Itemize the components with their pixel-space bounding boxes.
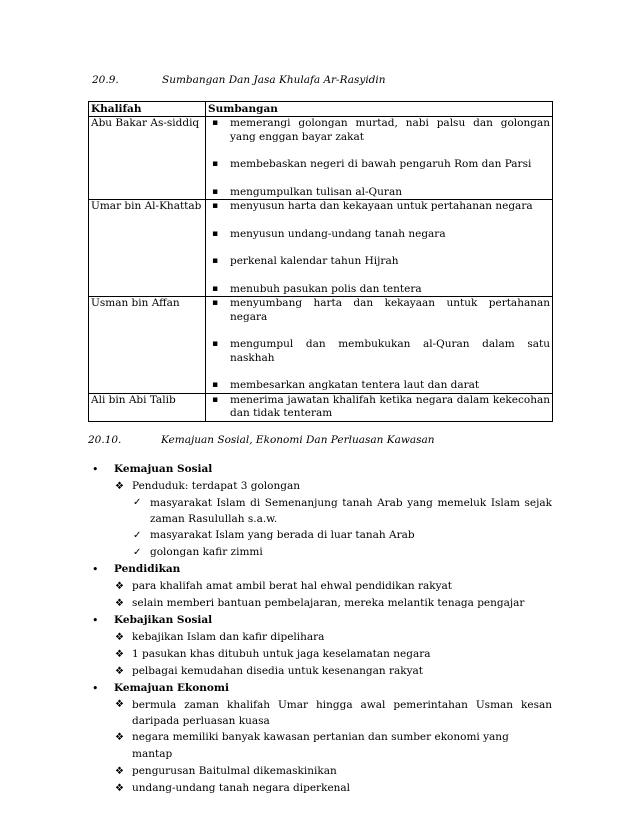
square-bullet-icon: ▪ [212, 159, 219, 169]
bullet-icon: • [92, 614, 99, 627]
list-item [208, 255, 550, 269]
section-heading-20-9 [92, 74, 386, 86]
contribution-list [208, 117, 550, 199]
square-bullet-icon: ▪ [212, 256, 219, 266]
check-list [132, 495, 552, 561]
sub-list [114, 578, 552, 612]
contribution-list [208, 200, 550, 296]
square-bullet-icon: ▪ [212, 118, 219, 128]
list-item [208, 200, 550, 214]
contribution-text: menyusun undang-undang tanah negara [230, 227, 446, 240]
category-label: Pendidikan [114, 563, 181, 575]
contribution-list [208, 394, 550, 421]
diamond-bullet-icon: ❖ [115, 598, 124, 609]
list-item-kebajikan-sosial [92, 612, 552, 680]
contribution-text: menyumbang harta dan kekayaan untuk pertahanan negara [230, 297, 550, 323]
square-bullet-icon: ▪ [212, 186, 219, 197]
contribution-list [208, 297, 550, 393]
item-text: bermula zaman khalifah Umar hingga awal pemerintahan Usman kesan daripada perluasan kuasa [132, 699, 552, 727]
bullet-icon: • [92, 563, 99, 576]
contribution-text: perkenal kalendar tahun Hijrah [230, 255, 399, 267]
diamond-bullet-icon: ❖ [115, 766, 124, 777]
table-row [89, 200, 553, 297]
section-number: 20.9. [92, 74, 119, 86]
list-item [208, 338, 550, 365]
contribution-text: mengumpulkan tulisan al-Quran [230, 185, 402, 198]
list-item [208, 158, 550, 172]
list-item [132, 495, 552, 527]
list-item [114, 578, 552, 595]
list-item [208, 117, 550, 144]
list-item [114, 729, 552, 763]
square-bullet-icon: ▪ [212, 228, 219, 239]
contribution-cell [206, 297, 553, 394]
diamond-bullet-icon: ❖ [115, 732, 124, 743]
item-text: golongan kafir zimmi [150, 546, 263, 558]
square-bullet-icon: ▪ [212, 394, 219, 405]
sub-list [114, 478, 552, 561]
list-item [114, 763, 552, 780]
list-item-kemajuan-sosial [92, 461, 552, 561]
square-bullet-icon: ▪ [212, 339, 219, 349]
item-text: pelbagai kemudahan disedia untuk kesenangan rakyat [132, 665, 424, 677]
contribution-text: menerima jawatan khalifah ketika negara dalam kekecohan dan tidak tenteram [230, 393, 550, 419]
item-text: undang-undang tanah negara diperkenal [132, 782, 351, 794]
bullet-icon: • [92, 463, 99, 476]
checkmark-icon: ✓ [133, 497, 142, 508]
sub-list [114, 629, 552, 680]
sub-list [114, 697, 552, 797]
table-row [89, 117, 553, 200]
category-label: Kemajuan Sosial [114, 463, 213, 475]
diamond-bullet-icon: ❖ [115, 649, 124, 660]
contribution-text: mengumpul dan membukukan al-Quran dalam satu naskhah [230, 338, 550, 364]
square-bullet-icon: ▪ [212, 283, 219, 294]
list-item [208, 186, 550, 200]
list-item [114, 478, 552, 561]
item-text: masyarakat Islam yang berada di luar tanah Arab [150, 529, 415, 541]
item-text: Penduduk: terdapat 3 golongan [132, 480, 300, 492]
list-item [114, 780, 552, 797]
checkmark-icon: ✓ [133, 530, 142, 541]
diamond-bullet-icon: ❖ [115, 699, 124, 710]
list-item-pendidikan [92, 561, 552, 612]
item-text: 1 pasukan khas ditubuh untuk jaga keselamatan negara [132, 648, 431, 660]
list-item [114, 697, 552, 729]
list-item [208, 394, 550, 421]
square-bullet-icon: ▪ [212, 380, 219, 390]
progress-list [92, 461, 552, 797]
bullet-icon: • [92, 682, 99, 695]
list-item-kemajuan-ekonomi [92, 680, 552, 797]
khalifah-name: Ali bin Abi Talib [89, 393, 206, 421]
khalifah-name: Abu Bakar As-siddiq [89, 117, 206, 200]
diamond-bullet-icon: ❖ [115, 666, 124, 677]
item-text: kebajikan Islam dan kafir dipelihara [132, 631, 325, 643]
item-text: pengurusan Baitulmal dikemaskinikan [132, 765, 337, 777]
list-item [132, 527, 552, 544]
khalifah-name: Umar bin Al-Khattab [89, 200, 206, 297]
diamond-bullet-icon: ❖ [115, 481, 124, 492]
list-item [114, 646, 552, 663]
contribution-text: membesarkan angkatan tentera laut dan darat [230, 379, 480, 391]
list-item [208, 297, 550, 324]
list-item [132, 544, 552, 561]
item-text: masyarakat Islam di Semenanjung tanah Arab yang memeluk Islam sejak zaman Rasulullah s.a.w. [150, 497, 552, 525]
list-item [208, 228, 550, 242]
section-title: Sumbangan Dan Jasa Khulafa Ar-Rasyidin [162, 74, 386, 86]
section-heading-20-10 [88, 434, 435, 446]
list-item [208, 379, 550, 393]
header-sumbangan: Sumbangan [206, 102, 553, 117]
header-khalifah: Khalifah [89, 102, 206, 117]
section-number: 20.10. [88, 434, 122, 446]
square-bullet-icon: ▪ [212, 201, 219, 211]
contribution-text: membebaskan negeri di bawah pengaruh Rom dan Parsi [230, 158, 532, 170]
category-label: Kebajikan Sosial [114, 614, 213, 626]
contribution-text: memerangi golongan murtad, nabi palsu dan golongan yang enggan bayar zakat [230, 117, 550, 143]
category-label: Kemajuan Ekonomi [114, 682, 230, 694]
contribution-cell [206, 393, 553, 421]
contribution-cell [206, 117, 553, 200]
list-item [114, 595, 552, 612]
contribution-text: menyusun harta dan kekayaan untuk pertahanan negara [230, 200, 533, 212]
item-text: selain memberi bantuan pembelajaran, mereka melantik tenaga pengajar [132, 597, 525, 609]
checkmark-icon: ✓ [133, 547, 142, 558]
contribution-text: menubuh pasukan polis dan tentera [230, 282, 422, 295]
diamond-bullet-icon: ❖ [115, 632, 124, 643]
contribution-cell [206, 200, 553, 297]
list-item [208, 283, 550, 297]
list-item [114, 629, 552, 646]
item-text: negara memiliki banyak kawasan pertanian dan sumber ekonomi yang mantap [132, 731, 509, 760]
item-text: para khalifah amat ambil berat hal ehwal pendidikan rakyat [132, 580, 453, 592]
khalifah-contribution-table [88, 101, 553, 422]
table-header-row [89, 102, 553, 117]
table-row [89, 393, 553, 421]
khalifah-name: Usman bin Affan [89, 297, 206, 394]
square-bullet-icon: ▪ [212, 298, 219, 308]
diamond-bullet-icon: ❖ [115, 581, 124, 592]
diamond-bullet-icon: ❖ [115, 783, 124, 794]
list-item [114, 663, 552, 680]
section-title: Kemajuan Sosial, Ekonomi Dan Perluasan Kawasan [161, 434, 435, 446]
table-row [89, 297, 553, 394]
